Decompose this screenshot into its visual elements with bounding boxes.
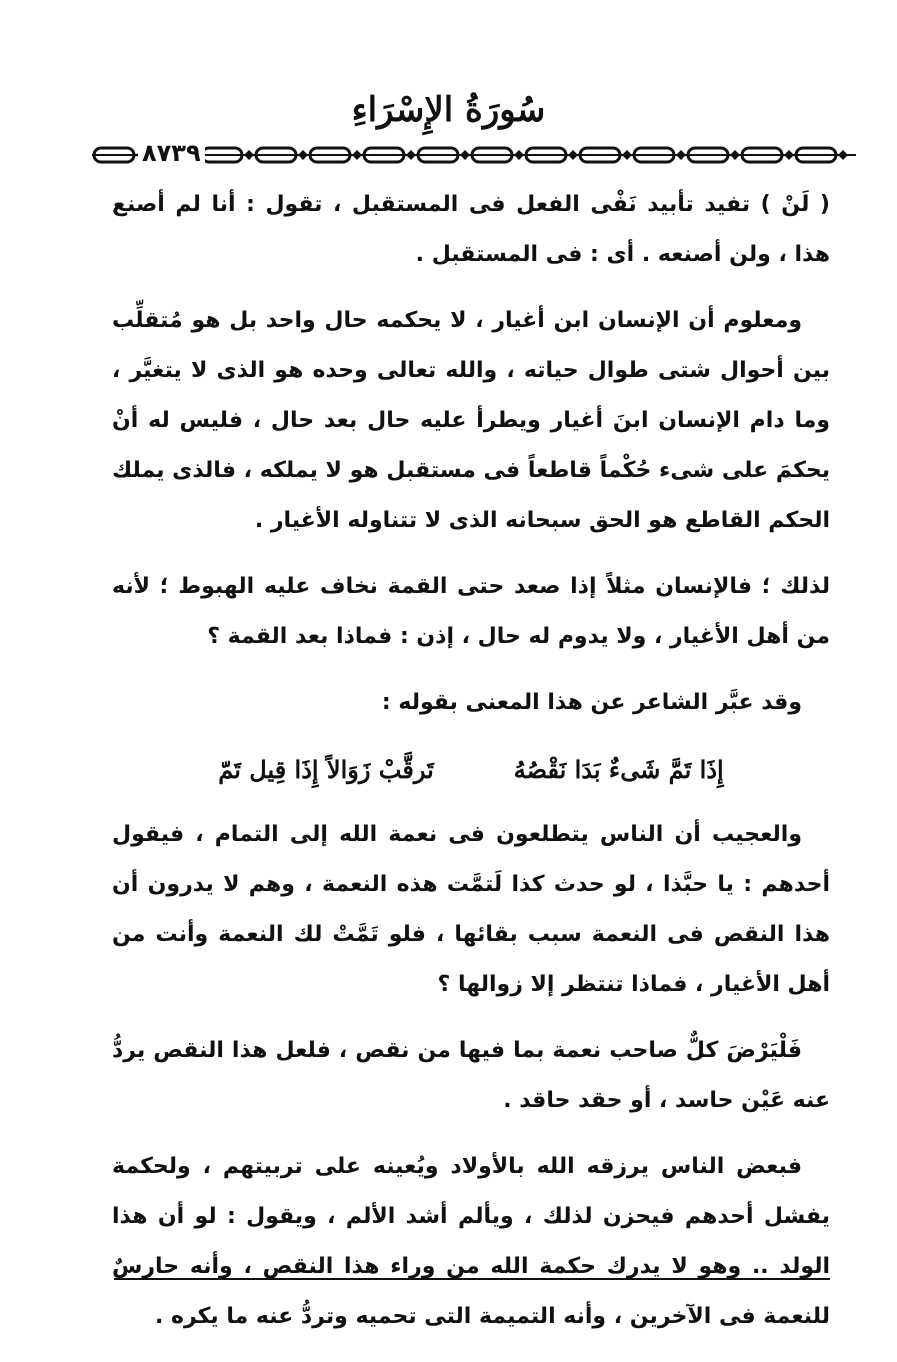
verse-second-hemistich: تَرقَّبْ زَوَالاً إِذَا قِيل تَمّ [218, 755, 434, 784]
paragraph: لذلك ؛ فالإنسان مثلاً إذا صعد حتى القمة نخاف عليه الهبوط ؛ لأنه من أهل الأغيار ، ولا يدوم له حال ، إذن : فماذا بعد القمة ؟ [112, 574, 830, 649]
verse-first-hemistich: إِذَا تَمَّ شَىءٌ بَدَا نَقْصُهُ [513, 755, 724, 784]
chain-diamond [568, 150, 578, 160]
paragraph: فبعض الناس يرزقه الله بالأولاد ويُعينه على تربيتهم ، ولحكمة يفشل أحدهم فيحزن لذلك ، ويألم أشد الألم ، ويقول : لو أن هذا الولد .. وهو لا يدرك حكمة الله من وراء هذا النقص ، وأنه حارسٌ للنعمة فى الآخرين ، وأنه التميمة التى تحميه وتردُّ عنه ما يكره . [112, 1154, 830, 1329]
chain-ornament [92, 140, 856, 170]
paragraph: فَلْيَرْضَ كلٌّ صاحب نعمة بما فيها من نقص ، فلعل هذا النقص يردُّ عنه عَيْن حاسد ، أو حقد حاقد . [112, 1038, 830, 1113]
chain-diamond [406, 150, 416, 160]
chain-diamond [352, 150, 362, 160]
paragraph: ( لَنْ ) تفيد تأبيد نَفْى الفعل فى المستقبل ، تقول : أنا لم أصنع هذا ، ولن أصنعه . أى : فى المستقبل . [112, 192, 830, 267]
chain-diamond [298, 150, 308, 160]
chain-diamond [514, 150, 524, 160]
chain-diamond [730, 150, 740, 160]
chain-diamond [784, 150, 794, 160]
chain-diamond [622, 150, 632, 160]
paragraph: والعجيب أن الناس يتطلعون فى نعمة الله إلى التمام ، فيقول أحدهم : يا حبَّذا ، لو حدث كذا لَتمَّت هذه النعمة ، وهم لا يدرون أن هذا النقص فى النعمة سبب بقائها ، فلو تَمَّتْ لك النعمة وأنت من أهل الأغيار ، فماذا تنتظر إلا زوالها ؟ [112, 822, 830, 997]
paragraph: وقد عبَّر الشاعر عن هذا المعنى بقوله : [381, 690, 802, 715]
chain-diamond [460, 150, 470, 160]
chain-diamond [676, 150, 686, 160]
ornamental-header-rule [92, 140, 856, 170]
page-body [112, 180, 830, 1358]
surah-title: سُورَةُ الإِسْرَاءِ [351, 90, 546, 130]
footer-rule [114, 1278, 830, 1280]
chain-diamond [244, 150, 254, 160]
chain-diamond [838, 150, 848, 160]
paragraph: ومعلوم أن الإنسان ابن أغيار ، لا يحكمه حال واحد بل هو مُتقلِّب بين أحوال شتى طوال حياته ، والله تعالى وحده هو الذى لا يتغيَّر ، وما دام الإنسان ابنَ أغيار ويطرأ عليه حال بعد حال ، فليس له أنْ يحكمَ على شىء حُكْماً قاطعاً فى مستقبل هو لا يملكه ، فالذى يملك الحكم القاطع هو الحق سبحانه الذى لا تتناوله الأغيار . [112, 308, 830, 533]
poetry-verse [112, 744, 830, 796]
page-number: ٨٧٣٩ [138, 138, 205, 168]
